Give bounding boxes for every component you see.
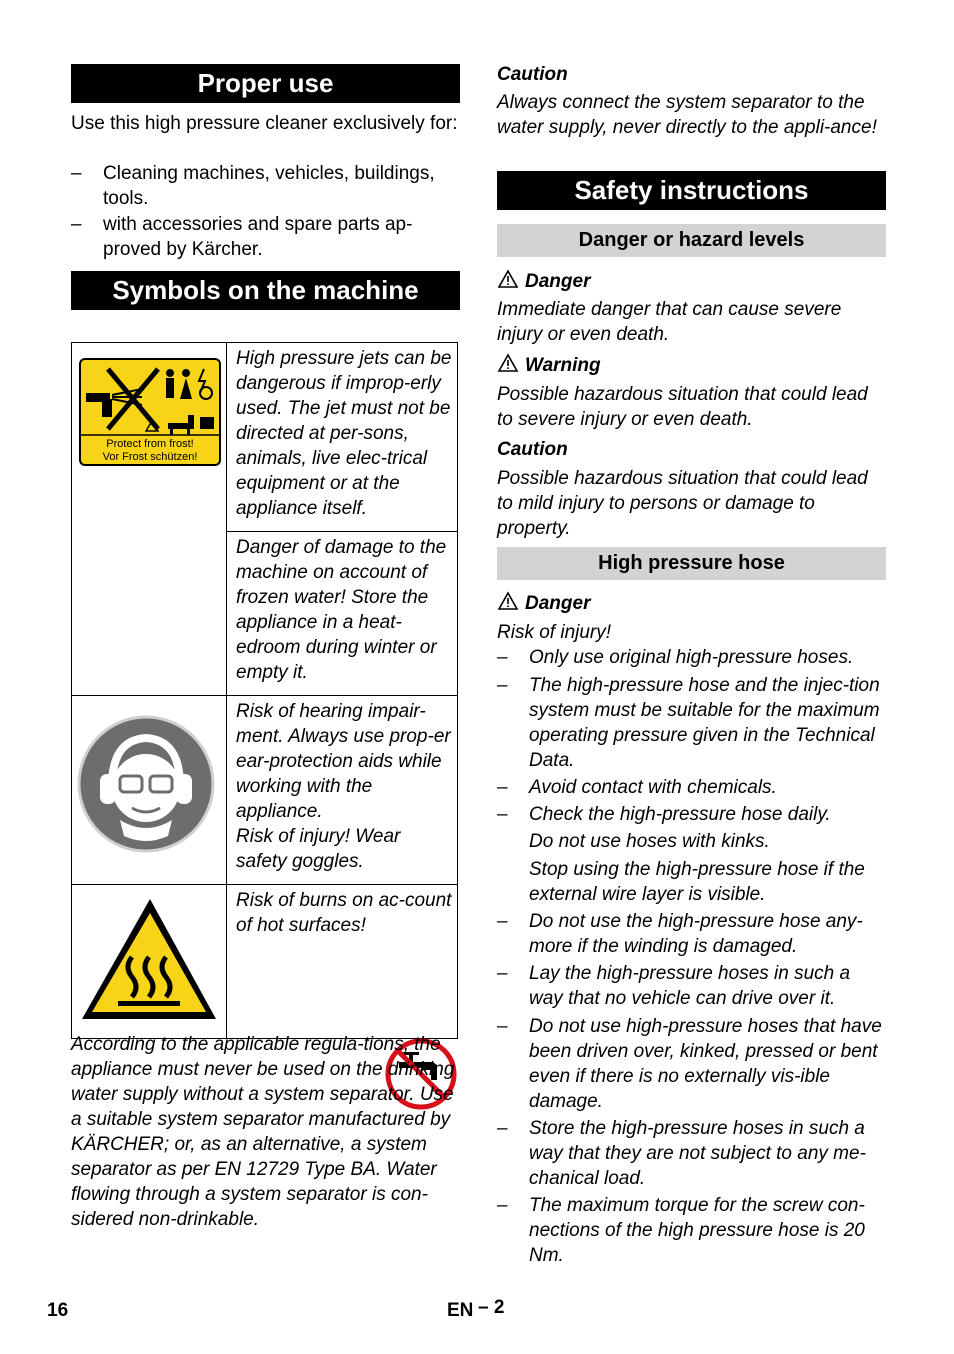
- drinking-water-note: According to the applicable regula-tions, the appliance must never be used on the drinking water supply without a system separator. Use a suitable system separator manufactured by KÄRCHER; or, as an alternative, a system separator as per EN 12729 Type BA. Water flowing through a system separator is con-sidered non-drinkable.: [71, 1034, 455, 1230]
- warning-triangle-icon: [497, 269, 519, 289]
- symbol-cell: [72, 343, 227, 696]
- hot-surface-icon: [72, 885, 226, 1033]
- ear-eye-protection-icon: [72, 696, 226, 876]
- danger-label: Danger: [497, 269, 886, 294]
- hose-danger-label: Danger: [497, 591, 886, 616]
- symbol-cell: [72, 885, 227, 1039]
- proper-use-heading: Proper use: [71, 64, 460, 103]
- page-number: 16: [47, 1300, 69, 1321]
- high-pressure-frost-warning-icon: [72, 343, 226, 473]
- hose-sub-note: Stop using the high-pressure hose if the external wire layer is visible.: [529, 859, 865, 905]
- frost-sign-text: Protect from frost!: [106, 438, 194, 450]
- caution-text: Always connect the system separator to the water supply, never directly to the appli-ance!: [497, 92, 877, 138]
- caution-level-label: Caution: [497, 439, 568, 460]
- hose-heading: High pressure hose: [497, 547, 886, 580]
- frost-sign-text: Vor Frost schützen!: [102, 451, 198, 463]
- symbol-description: Danger of damage to the machine on account of frozen water! Store the appliance in a heat-edroom during winter or empty it.: [227, 532, 458, 696]
- danger-levels-heading: Danger or hazard levels: [497, 224, 886, 257]
- warning-triangle-icon: [497, 591, 519, 611]
- symbol-description: High pressure jets can be dangerous if improp-erly used. The jet must not be directed at per-sons, animals, live elec-trical equipment or at the appliance itself.: [227, 343, 458, 532]
- language-code: EN: [447, 1300, 474, 1321]
- symbol-cell: [72, 696, 227, 885]
- caution-level-text: Possible hazardous situation that could lead to mild injury to persons or damage to property.: [497, 468, 868, 539]
- warning-text: Possible hazardous situation that could lead to severe injury or even death.: [497, 384, 868, 430]
- proper-use-intro: Use this high pressure cleaner exclusively for:: [71, 113, 458, 134]
- warning-label: Warning: [497, 353, 886, 378]
- hose-risk: Risk of injury!: [497, 622, 612, 643]
- goggles-text: Risk of injury! Wear safety goggles.: [236, 826, 401, 872]
- caution-label: Caution: [497, 64, 568, 85]
- symbol-description: Risk of burns on ac-count of hot surfaces!: [227, 885, 458, 1039]
- hearing-text: Risk of hearing impair-ment. Always use prop-er ear-protection aids while working with the appliance.: [236, 701, 451, 822]
- symbol-description: [227, 696, 458, 885]
- symbols-heading: Symbols on the machine: [71, 271, 460, 310]
- hose-sub-note: Do not use hoses with kinks.: [529, 831, 770, 852]
- danger-text: Immediate danger that can cause severe injury or even death.: [497, 299, 842, 345]
- page-sub-number: – 2: [478, 1297, 505, 1318]
- warning-triangle-icon: [497, 353, 519, 373]
- symbols-table: [71, 342, 458, 1039]
- safety-heading: Safety instructions: [497, 171, 886, 210]
